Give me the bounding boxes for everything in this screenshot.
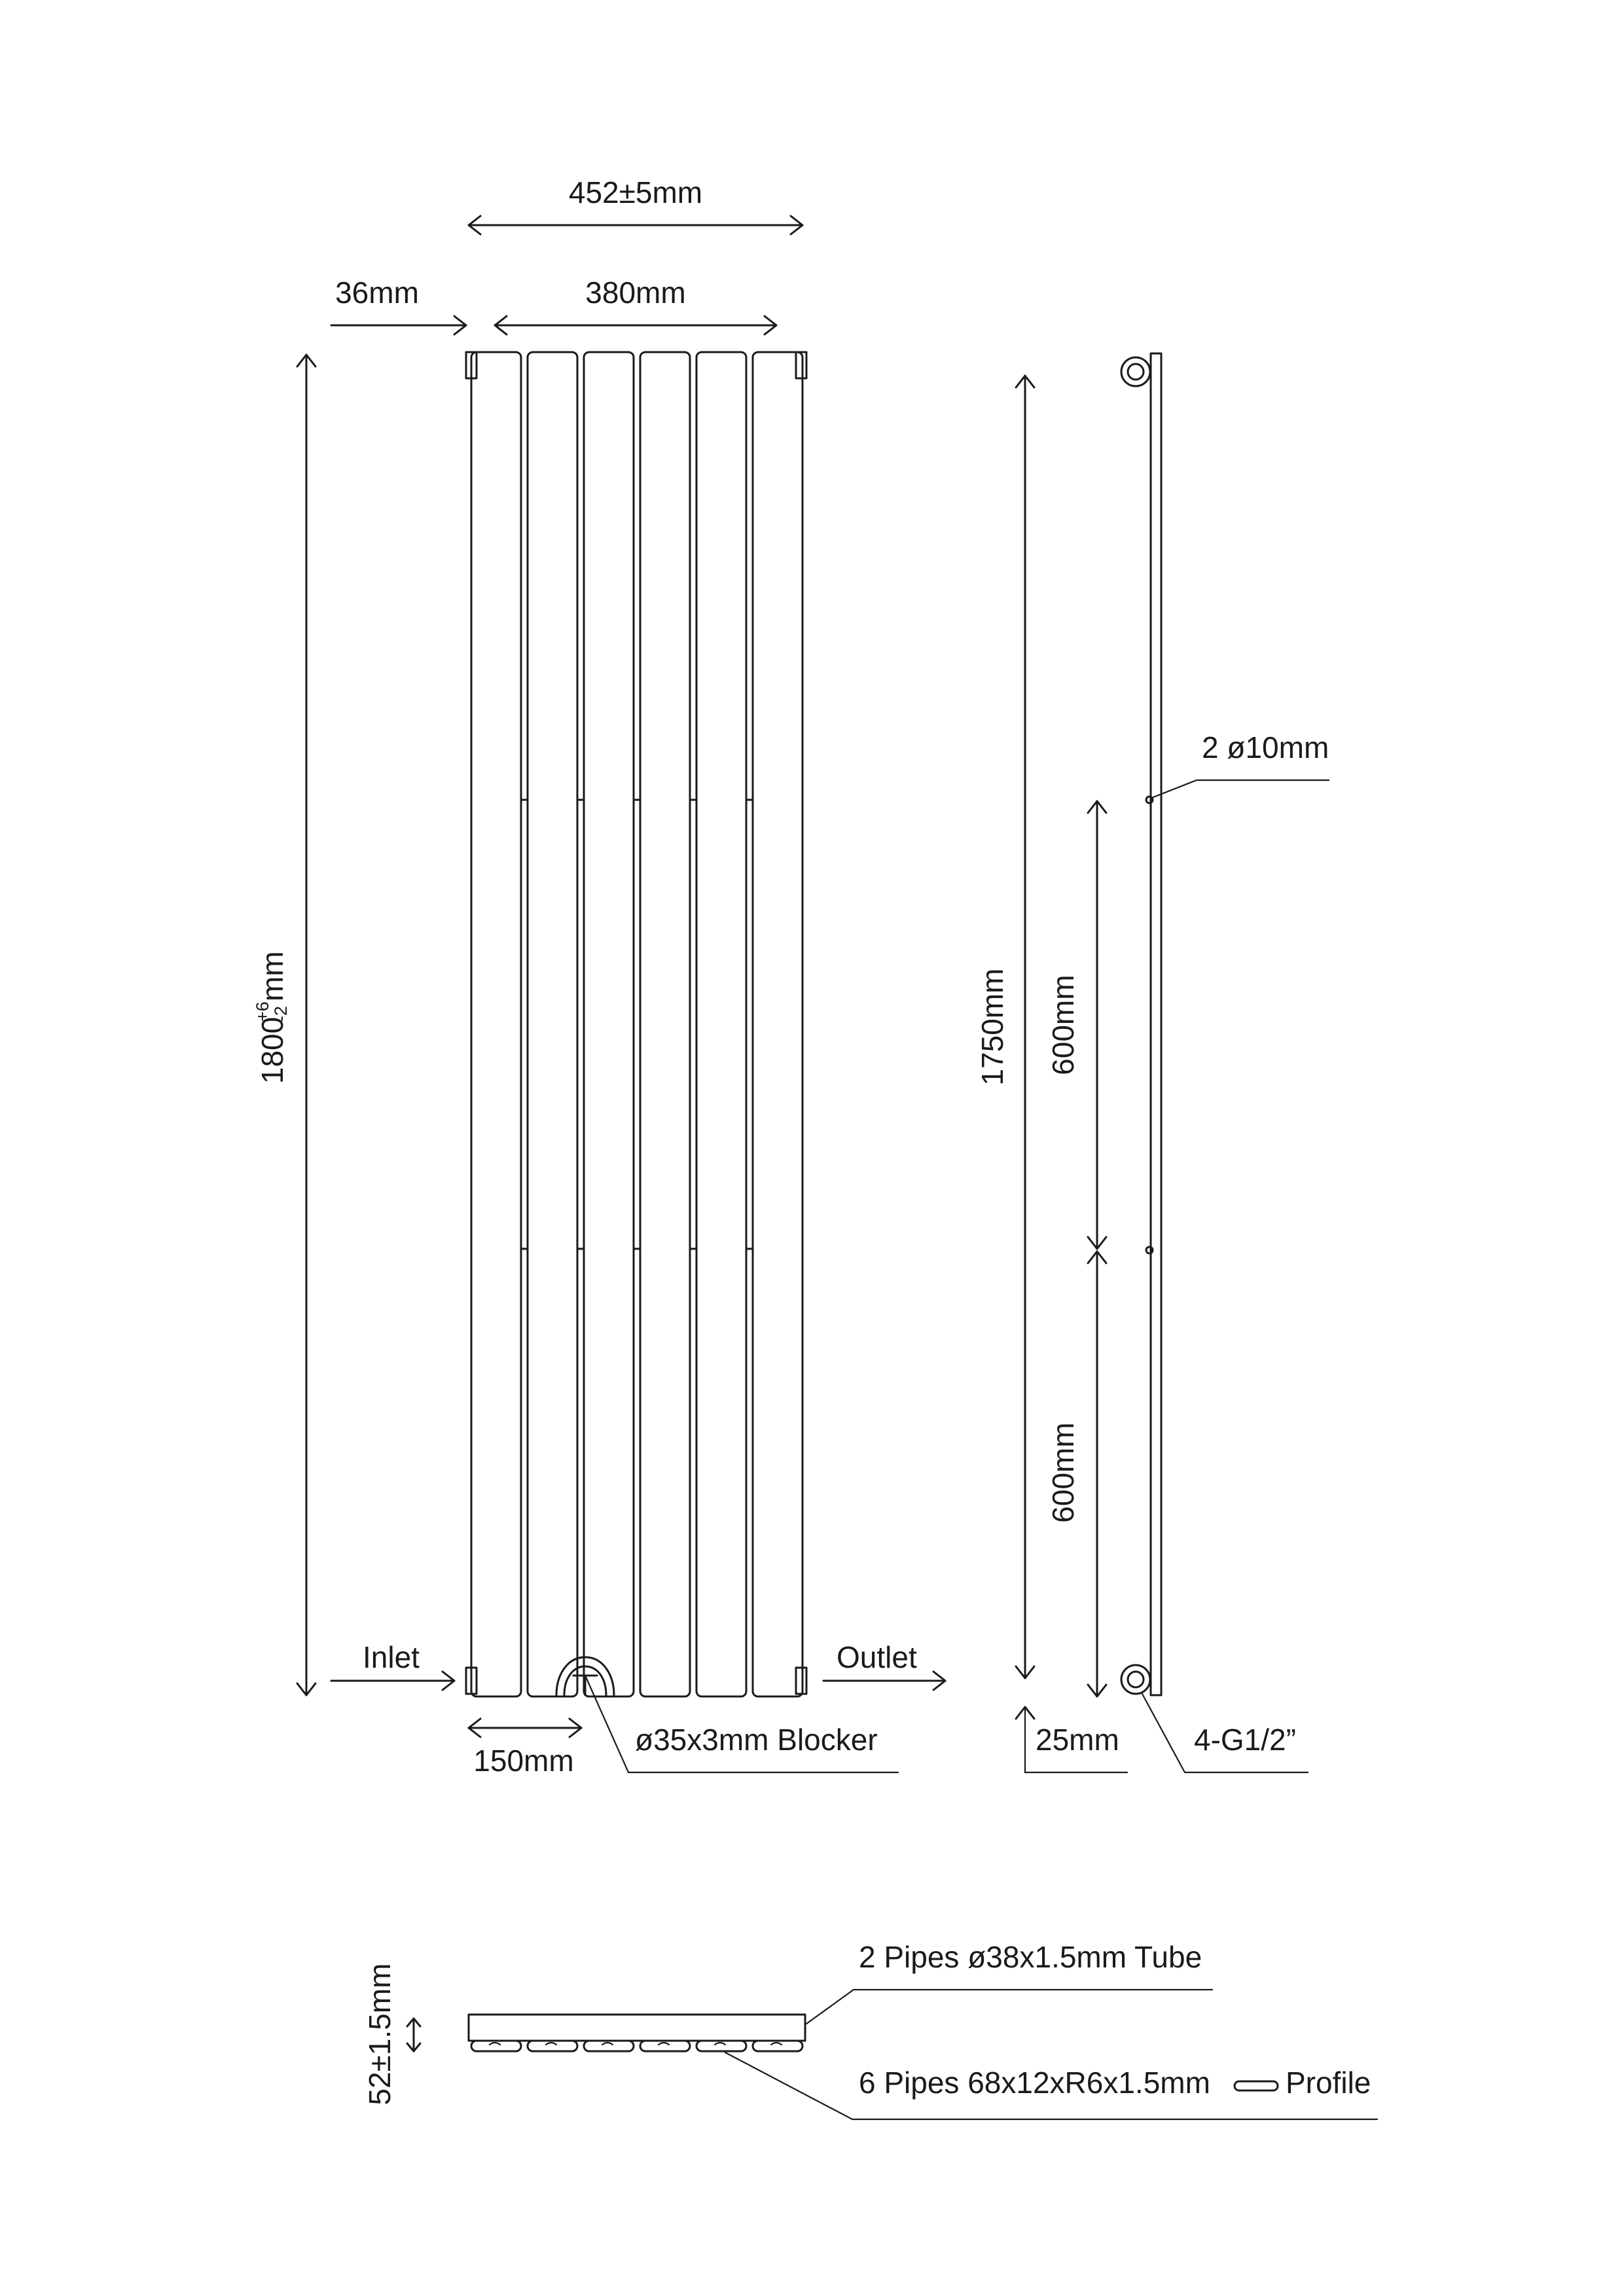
header-tube <box>469 2015 805 2041</box>
depth-dimension <box>363 1964 420 2106</box>
side-offset-dimension <box>331 276 466 334</box>
profile-label: 6 Pipes 68x12xR6x1.5mm <box>859 2066 1210 2100</box>
connections-label: 4-G1/2” <box>1194 1723 1296 1757</box>
panel-2 <box>528 352 577 1696</box>
bracket-marks <box>521 800 753 1249</box>
inlet-indicator <box>331 1640 454 1690</box>
inlet-label: Inlet <box>363 1640 420 1674</box>
panel-6 <box>753 352 803 1696</box>
bracket-hole-lower <box>1146 1247 1153 1253</box>
total-height-label: 1750mm <box>975 968 1009 1086</box>
height-dimension <box>253 355 316 1695</box>
height-label <box>253 951 291 1084</box>
height-unit: mm <box>255 951 289 1001</box>
lower-spacing-dimension <box>1046 1251 1106 1696</box>
side-offset-label: 36mm <box>335 276 419 310</box>
tube-label: 2 Pipes ø38x1.5mm Tube <box>859 1940 1202 1974</box>
bottom-connection <box>1121 1665 1150 1694</box>
profile-suffix: Profile <box>1286 2066 1371 2100</box>
panel-1 <box>471 352 521 1696</box>
height-tolerance-minus: -2 <box>271 1005 291 1022</box>
tube-callout <box>806 1940 1212 2024</box>
height-value: 1800 <box>255 1016 289 1084</box>
top-right-header-stub <box>796 352 806 378</box>
bottom-right-header-stub <box>796 1668 806 1694</box>
panel-5 <box>696 352 746 1696</box>
panel-3 <box>584 352 634 1696</box>
connections-callout <box>1142 1694 1308 1772</box>
total-height-dimension <box>975 376 1034 1678</box>
profile-pipes <box>471 2041 803 2051</box>
side-profile-body <box>1151 353 1161 1695</box>
profile-callout <box>725 2053 1377 2119</box>
panel-4 <box>640 352 690 1696</box>
top-connection <box>1121 357 1150 386</box>
panel-width-dimension <box>495 276 776 334</box>
depth-label: 52±1.5mm <box>363 1963 397 2106</box>
top-view <box>363 1940 1377 2119</box>
bracket-holes-callout <box>1153 730 1329 797</box>
overall-width-dimension <box>469 175 803 234</box>
upper-spacing-label: 600mm <box>1046 975 1080 1075</box>
bracket-holes-label: 2 ø10mm <box>1202 730 1329 764</box>
front-view <box>253 175 945 1778</box>
height-tolerance-plus: +6 <box>253 1001 272 1022</box>
profile-icon <box>1235 2081 1278 2090</box>
bottom-offset-dimension <box>1016 1707 1127 1772</box>
inlet-spacing-label: 150mm <box>473 1744 574 1778</box>
side-view <box>975 353 1329 1772</box>
blocker-label: ø35x3mm Blocker <box>635 1723 878 1757</box>
bracket-hole-upper <box>1146 797 1153 803</box>
overall-width-label: 452±5mm <box>568 175 703 209</box>
bottom-offset-label: 25mm <box>1036 1723 1119 1757</box>
inlet-spacing-dimension <box>469 1719 581 1778</box>
upper-spacing-dimension <box>1046 801 1106 1249</box>
lower-spacing-label: 600mm <box>1046 1422 1080 1523</box>
panel-width-label: 380mm <box>585 276 686 310</box>
outlet-label: Outlet <box>837 1640 917 1674</box>
outlet-indicator <box>823 1640 945 1690</box>
blocker-callout <box>585 1676 898 1772</box>
